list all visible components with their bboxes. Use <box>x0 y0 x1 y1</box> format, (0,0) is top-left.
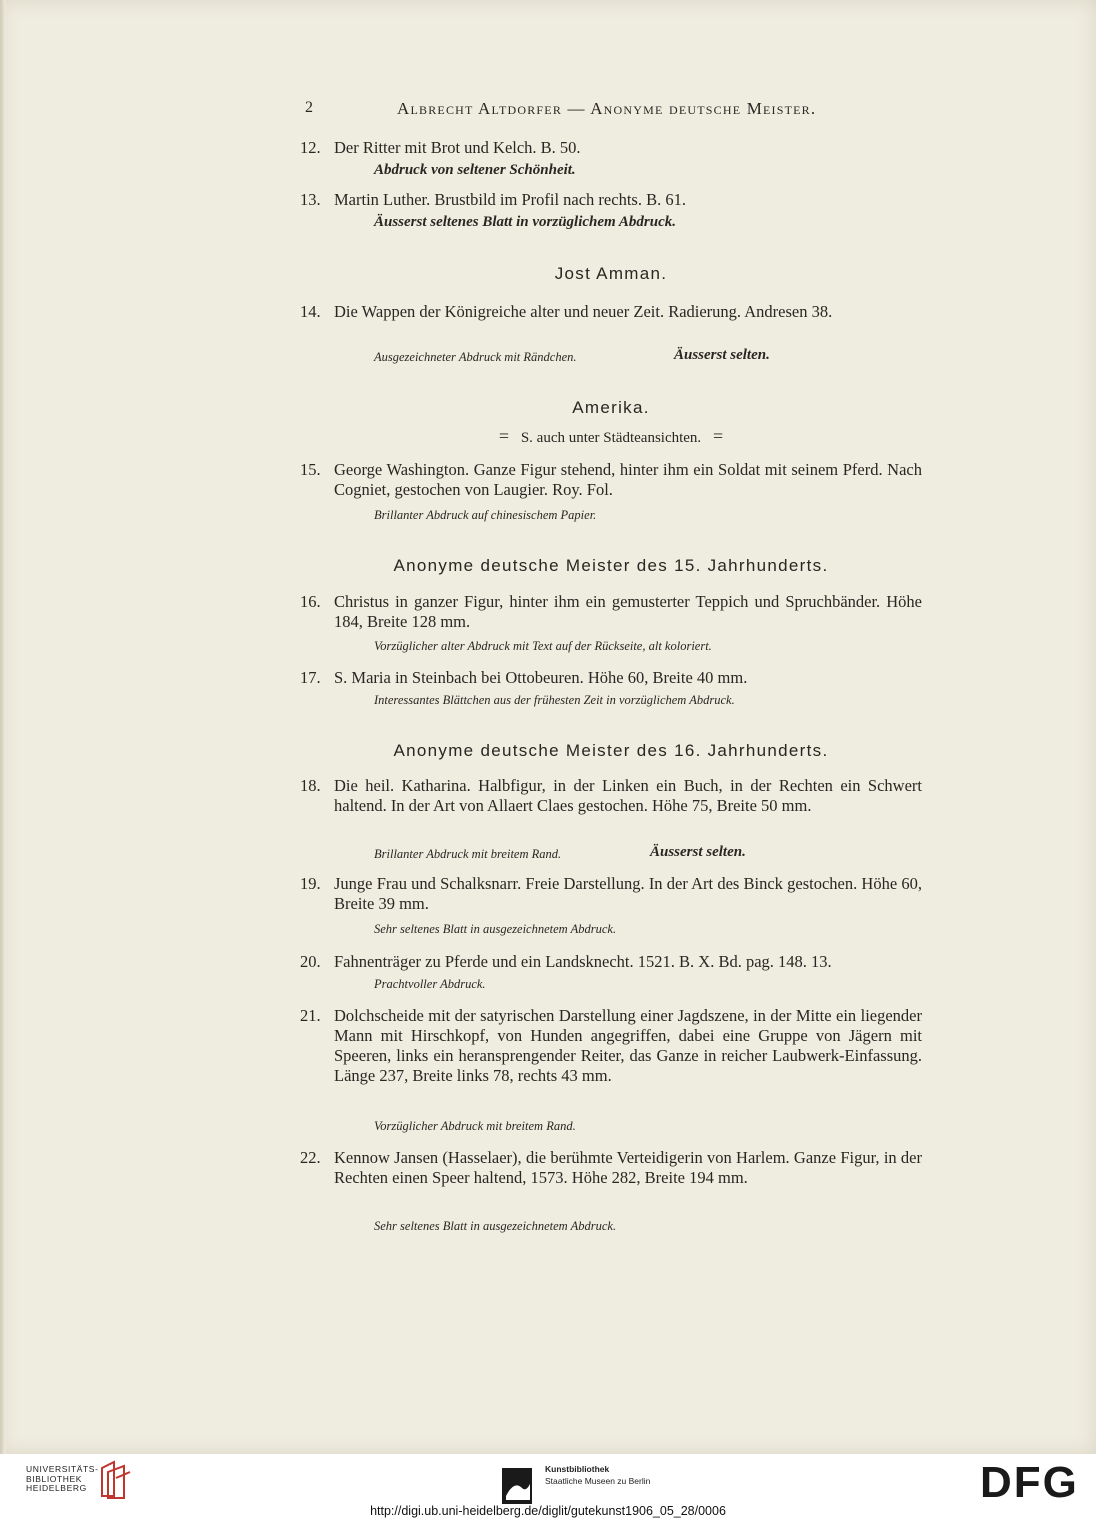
entry-number: 22. <box>300 1148 321 1167</box>
catalog-entry-16 <box>300 592 922 656</box>
ub-text-line: HEIDELBERG <box>26 1483 87 1493</box>
catalog-entry-15 <box>300 460 922 524</box>
catalog-entry-22 <box>300 1148 922 1232</box>
ub-heidelberg-logo-icon <box>100 1460 132 1500</box>
catalog-entry-21 <box>300 1006 922 1132</box>
entry-number: 14. <box>300 302 321 321</box>
entry-number: 20. <box>300 952 321 971</box>
kunstbibliothek-subtitle: Staatliche Museen zu Berlin <box>545 1476 651 1486</box>
source-url[interactable]: http://digi.ub.uni-heidelberg.de/diglit/gutekunst1906_05_28/0006 <box>370 1504 726 1518</box>
entry-note-emphasis: Äusserst selten. <box>650 844 746 860</box>
entry-text: Kennow Jansen (Hasselaer), die berühmte Verteidigerin von Harlem. Ganze Figur, in der Rechten einen Speer haltend, 1573. Höhe 282, Breite 194 mm. <box>334 1148 922 1187</box>
section-heading-16th-century: Anonyme deutsche Meister des 16. Jahrhunderts. <box>393 741 829 760</box>
ub-text-line: UNIVERSITÄTS- <box>26 1464 99 1474</box>
kunstbibliothek-title: Kunstbibliothek <box>545 1464 610 1474</box>
page-number: 2 <box>305 99 314 116</box>
entry-number: 17. <box>300 668 321 687</box>
entry-note: Vorzüglicher alter Abdruck mit Text auf der Rückseite, alt koloriert. <box>374 639 712 653</box>
cross-reference <box>300 426 922 447</box>
ub-text-line: BIBLIOTHEK <box>26 1473 83 1484</box>
cross-reference-text: S. auch unter Städteansichten. <box>520 430 702 446</box>
entry-number: 18. <box>300 776 321 795</box>
entry-number: 21. <box>300 1006 321 1025</box>
section-heading-jost-amman: Jost Amman. <box>554 264 668 283</box>
catalog-entry-13 <box>300 190 922 234</box>
section-heading-amerika: Amerika. <box>572 398 650 417</box>
footer-bar <box>0 1454 1096 1526</box>
entry-text: Der Ritter mit Brot und Kelch. B. 50. <box>334 138 581 157</box>
catalog-entry-20 <box>300 952 922 996</box>
entry-note: Äusserst seltenes Blatt in vorzüglichem Abdruck. <box>374 214 676 230</box>
entry-note: Abdruck von seltener Schönheit. <box>374 162 576 178</box>
entry-note: Prachtvoller Abdruck. <box>374 977 486 991</box>
catalog-entry-18 <box>300 776 922 860</box>
entry-text: Martin Luther. Brustbild im Profil nach rechts. B. 61. <box>334 190 686 209</box>
entry-number: 16. <box>300 592 321 611</box>
double-rule-mark: = <box>712 426 724 446</box>
entry-text: Die Wappen der Königreiche alter und neuer Zeit. Radierung. Andresen 38. <box>334 302 833 321</box>
entry-number: 15. <box>300 460 321 479</box>
dfg-logo: DFG <box>980 1458 1079 1507</box>
entry-number: 19. <box>300 874 321 893</box>
entry-text: Dolchscheide mit der satyrischen Darstellung einer Jagdszene, in der Mitte ein liegender Mann mit Hirschkopf, von Hunden angegriffen, dabei eine Gruppe von Jägern mit Speeren, links ein heransprengender Reiter, das Ganze in reicher Laubwerk-Einfassung. Länge 237, Breite links 78, rechts 43 mm. <box>334 1006 922 1085</box>
catalog-entry-14 <box>300 302 922 366</box>
catalog-entry-17 <box>300 668 922 712</box>
running-header <box>305 99 920 121</box>
section-heading-15th-century: Anonyme deutsche Meister des 15. Jahrhunderts. <box>393 556 829 575</box>
page-edge-shadow <box>0 0 6 1454</box>
entry-number: 13. <box>300 190 321 209</box>
entry-note: Sehr seltenes Blatt in ausgezeichnetem Abdruck. <box>374 1219 617 1233</box>
entry-note: Brillanter Abdruck mit breitem Rand. <box>374 847 562 861</box>
entry-text: S. Maria in Steinbach bei Ottobeuren. Höhe 60, Breite 40 mm. <box>334 668 748 687</box>
double-rule-mark: = <box>498 426 510 446</box>
entry-note: Interessantes Blättchen aus der frühesten Zeit in vorzüglichem Abdruck. <box>374 693 735 707</box>
entry-note: Vorzüglicher Abdruck mit breitem Rand. <box>374 1119 576 1133</box>
entry-text: George Washington. Ganze Figur stehend, hinter ihm ein Soldat mit seinem Pferd. Nach Cogniet, gestochen von Laugier. Roy. Fol. <box>334 460 922 499</box>
entry-number: 12. <box>300 138 321 157</box>
catalog-entry-12 <box>300 138 922 182</box>
running-title: Albrecht Altdorfer — Anonyme deutsche Meister. <box>397 99 817 118</box>
entry-note: Sehr seltenes Blatt in ausgezeichnetem Abdruck. <box>374 922 617 936</box>
entry-text: Christus in ganzer Figur, hinter ihm ein gemusterter Teppich und Spruchbänder. Höhe 184, Breite 128 mm. <box>334 592 922 631</box>
kunstbibliothek-logo-icon <box>500 1466 534 1506</box>
entry-text: Junge Frau und Schalksnarr. Freie Darstellung. In der Art des Binck gestochen. Höhe 60, Breite 39 mm. <box>334 874 922 913</box>
entry-note-emphasis: Äusserst selten. <box>674 347 770 363</box>
entry-note: Ausgezeichneter Abdruck mit Rändchen. <box>374 350 577 364</box>
catalog-entry-19 <box>300 874 922 938</box>
entry-text: Die heil. Katharina. Halbfigur, in der Linken ein Buch, in der Rechten ein Schwert haltend. In der Art von Allaert Claes gestochen. Höhe 75, Breite 50 mm. <box>334 776 922 815</box>
ub-heidelberg-logo-text <box>26 1465 99 1494</box>
entry-text: Fahnenträger zu Pferde und ein Landsknecht. 1521. B. X. Bd. pag. 148. 13. <box>334 952 832 971</box>
entry-note: Brillanter Abdruck auf chinesischem Papier. <box>374 508 597 522</box>
